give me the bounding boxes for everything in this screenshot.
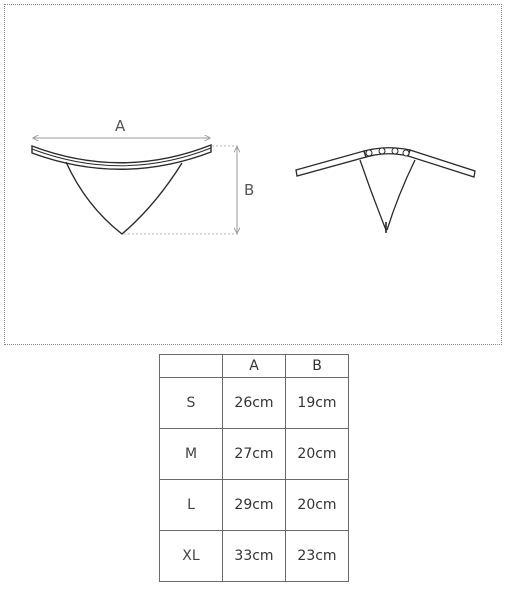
value-a: 29cm — [223, 480, 286, 531]
size-label: M — [160, 429, 223, 480]
value-b: 23cm — [286, 531, 349, 582]
back-view — [296, 148, 475, 233]
back-ring-3 — [392, 148, 398, 154]
back-thong — [360, 160, 415, 232]
table-row — [160, 429, 349, 480]
header-cell-b: B — [286, 355, 349, 378]
value-a: 27cm — [223, 429, 286, 480]
back-strap-left — [296, 151, 366, 176]
front-pouch — [66, 162, 182, 234]
value-a: 26cm — [223, 378, 286, 429]
table-row — [160, 531, 349, 582]
table-row — [160, 378, 349, 429]
dimension-b-label: B — [244, 181, 255, 199]
back-ring-4 — [403, 150, 409, 156]
front-view — [32, 145, 211, 234]
table-row — [160, 480, 349, 531]
back-ring-1 — [366, 150, 372, 156]
value-a: 33cm — [223, 531, 286, 582]
value-b: 19cm — [286, 378, 349, 429]
size-label: XL — [160, 531, 223, 582]
size-label: S — [160, 378, 223, 429]
value-b: 20cm — [286, 480, 349, 531]
value-b: 20cm — [286, 429, 349, 480]
size-label: L — [160, 480, 223, 531]
dimension-a — [33, 117, 210, 138]
back-ring-2 — [379, 148, 385, 154]
dimension-a-label: A — [115, 117, 126, 135]
header-cell-empty — [160, 355, 223, 378]
size-chart-table — [159, 354, 349, 582]
table-header-row — [160, 355, 349, 378]
header-cell-a: A — [223, 355, 286, 378]
back-strap-right — [408, 150, 475, 177]
